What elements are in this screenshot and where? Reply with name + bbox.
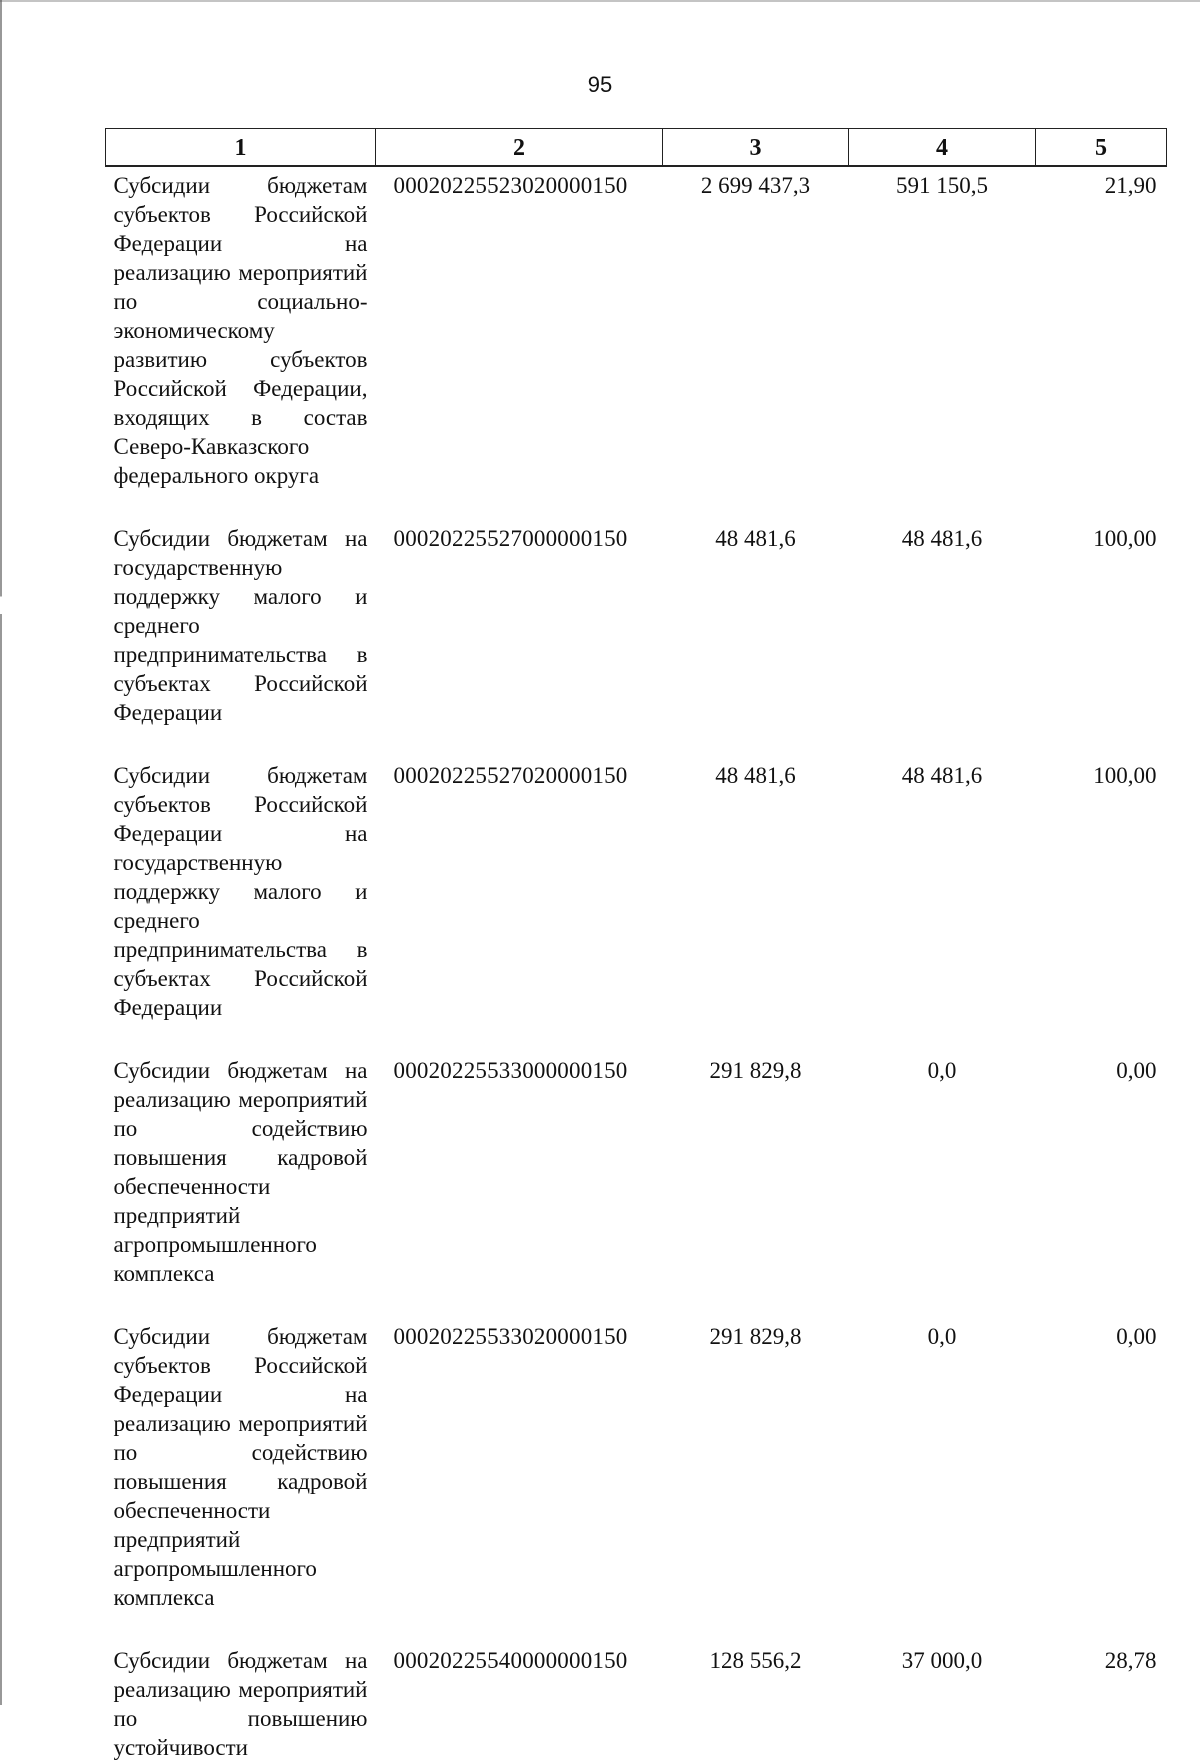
table-header-row [106, 129, 1167, 167]
scan-edge-top [0, 0, 1200, 2]
column-header-3: 3 [663, 129, 849, 167]
table-row [106, 757, 1167, 1052]
row-value-5: 100,00 [1093, 526, 1157, 551]
row-value-3: 48 481,6 [715, 763, 796, 788]
row-name: Субсидии бюджетам на государственную поддержку малого и среднего предпринимательства в субъектах Российской Федерации [113, 526, 368, 725]
row-value-3: 291 829,8 [709, 1058, 802, 1083]
scan-edge-left [0, 0, 2, 1705]
row-code: 00020225533020000150 [393, 1324, 628, 1349]
row-code: 00020225527000000150 [393, 526, 628, 551]
row-value-4: 48 481,6 [901, 526, 983, 551]
page-number: 95 [587, 72, 613, 97]
column-header-4: 4 [849, 129, 1036, 167]
row-name: Субсидии бюджетам на реализацию мероприятий по повышению устойчивости [113, 1648, 368, 1760]
column-header-1: 1 [106, 129, 376, 167]
row-value-3: 291 829,8 [709, 1324, 802, 1349]
row-name: Субсидии бюджетам на реализацию мероприятий по содействию повышения кадровой обеспеченности предприятий агропромышленного комплекса [113, 1058, 368, 1286]
row-code: 00020225523020000150 [393, 173, 628, 198]
row-value-5: 0,00 [1116, 1058, 1157, 1083]
row-code: 00020225533000000150 [393, 1058, 628, 1083]
row-name: Субсидии бюджетам субъектов Российской Федерации на реализацию мероприятий по социально-экономическому развитию субъектов Российской Федерации, входящих в состав Северо-Кавказского федерального округа [113, 173, 368, 488]
row-value-4: 0,0 [927, 1324, 957, 1349]
row-value-4: 48 481,6 [901, 763, 983, 788]
table-row [106, 1642, 1167, 1762]
row-value-4: 0,0 [927, 1058, 957, 1083]
table-row [106, 520, 1167, 757]
table-row [106, 166, 1167, 520]
row-value-5: 21,90 [1104, 173, 1157, 198]
row-value-3: 128 556,2 [709, 1648, 802, 1673]
table-row [106, 1318, 1167, 1642]
row-name: Субсидии бюджетам субъектов Российской Федерации на государственную поддержку малого и среднего предпринимательства в субъектах Российской Федерации [113, 763, 368, 1020]
row-value-3: 48 481,6 [715, 526, 796, 551]
table-row [106, 1052, 1167, 1318]
column-header-5: 5 [1036, 129, 1167, 167]
row-value-4: 37 000,0 [901, 1648, 983, 1673]
row-value-4: 591 150,5 [896, 173, 988, 198]
row-name: Субсидии бюджетам субъектов Российской Федерации на реализацию мероприятий по содействию повышения кадровой обеспеченности предприятий агропромышленного комплекса [113, 1324, 368, 1610]
row-value-5: 0,00 [1116, 1324, 1157, 1349]
row-value-5: 100,00 [1093, 763, 1157, 788]
column-header-2: 2 [376, 129, 663, 167]
row-code: 00020225540000000150 [393, 1648, 628, 1673]
row-value-3: 2 699 437,3 [700, 173, 811, 198]
budget-table [105, 128, 1167, 1762]
row-code: 00020225527020000150 [393, 763, 628, 788]
row-value-5: 28,78 [1104, 1648, 1157, 1673]
